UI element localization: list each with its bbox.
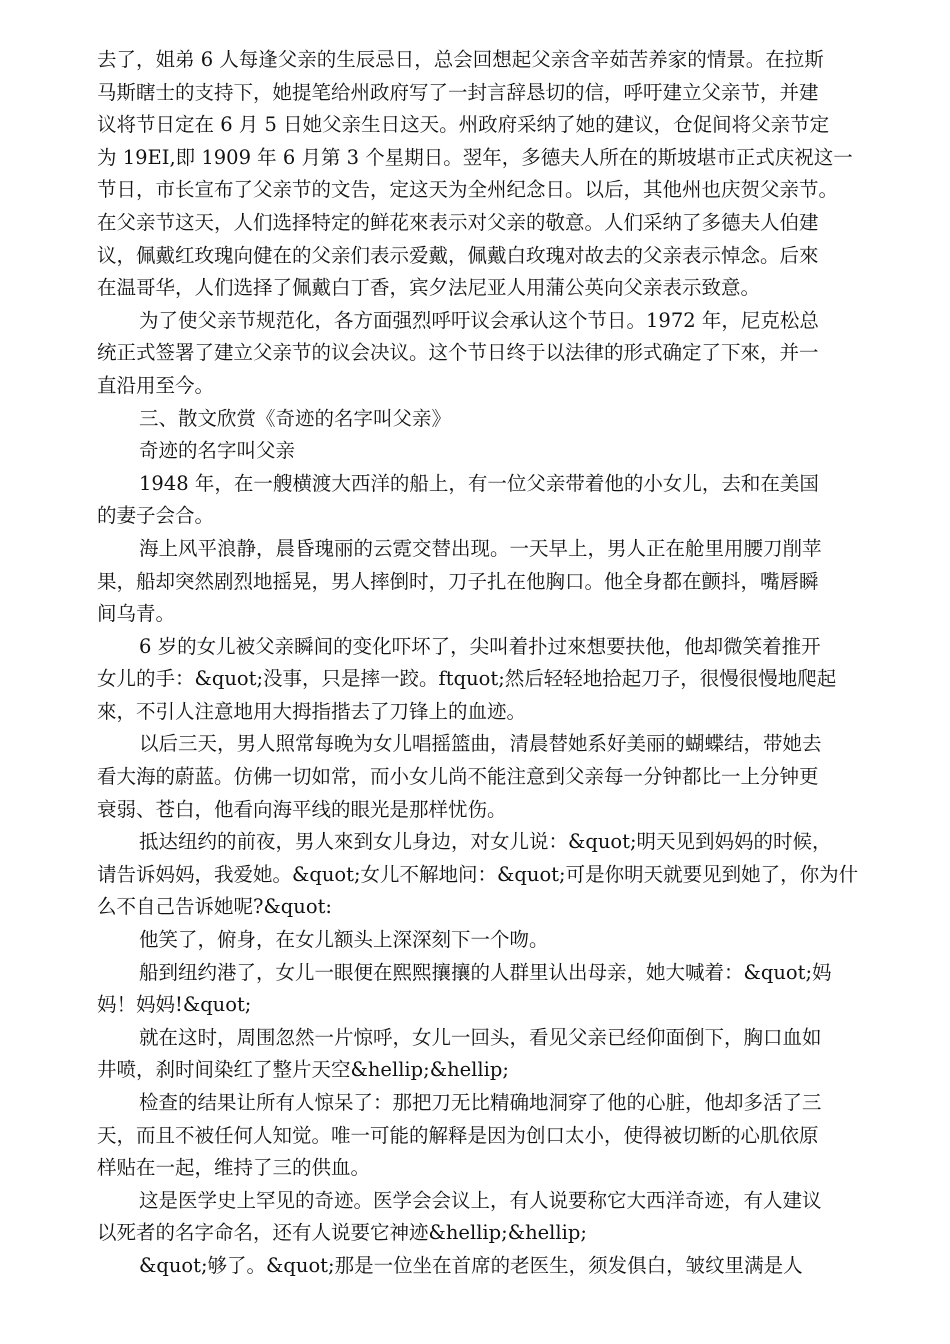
text-line: 女儿的手：&quot;没事，只是摔一跤。ftquot;然后轻轻地拾起刀子，很慢很慢地爬起 (97, 667, 837, 691)
text-line: &quot;够了。&quot;那是一位坐在首席的老医生，须发俱白，皱纹里满是人 (139, 1253, 803, 1277)
paragraph (97, 435, 857, 468)
text-line: 样贴在一起，维持了三的供血。 (97, 1156, 371, 1180)
text-line: 船到纽约港了，女儿一眼便在熙熙攘攘的人群里认出母亲，她大喊着：&quot;妈 (139, 960, 832, 984)
text-line: 节日，市长宣布了父亲节的文告，定这天为全州纪念日。以后，其他州也庆贺父亲节。 (97, 178, 839, 202)
text-line: 去了，姐弟 6 人每逢父亲的生辰忌日，总会回想起父亲含辛茹苦养家的情景。在拉斯 (97, 48, 824, 71)
text-line: 奇迹的名字叫父亲 (139, 439, 296, 463)
paragraph (97, 957, 857, 1022)
text-line: 1948 年，在一艘横渡大西洋的船上，有一位父亲带着他的小女儿，去和在美国 (139, 471, 819, 495)
text-line: 就在这时，周围忽然一片惊呼，女儿一回头，看见父亲已经仰面倒下，胸口血如 (139, 1025, 822, 1049)
paragraph (97, 826, 857, 924)
text-line: 么不自己告诉她呢?&quot: (97, 895, 332, 919)
paragraph (97, 403, 857, 436)
text-line: 统正式签署了建立父亲节的议会决议。这个节日终于以法律的形式确定了下來，并一 (97, 341, 819, 365)
text-line: 以死者的名字命名，还有人说要它神迹&hellip;&hellip; (97, 1221, 587, 1245)
text-line: 检查的结果让所有人惊呆了：那把刀无比精确地洞穿了他的心脏，他却多活了三 (139, 1091, 822, 1114)
document-body (97, 44, 857, 1283)
text-line: 直沿用至今。 (97, 373, 215, 397)
text-line: 抵达纽约的前夜，男人來到女儿身边，对女儿说：&quot;明天见到妈妈的时候， (139, 830, 832, 854)
text-line: 海上风平浪静，晨昏瑰丽的云霓交替出现。一天早上，男人正在舱里用腰刀削苹 (139, 536, 822, 560)
text-line: 为了使父亲节规范化，各方面强烈呼吁议会承认这个节日。1972 年，尼克松总 (139, 308, 819, 332)
paragraph (97, 44, 857, 305)
text-line: 在父亲节这天，人们选择特定的鲜花來表示对父亲的敬意。人们采纳了多德夫人伯建 (97, 210, 819, 234)
text-line: 马斯瞎士的支持下，她提笔给州政府写了一封言辞恳切的信，呼吁建立父亲节，并建 (97, 80, 819, 104)
paragraph (97, 533, 857, 631)
text-line: 來，不引人注意地用大拇指揩去了刀锋上的血迹。 (97, 699, 527, 723)
paragraph (97, 305, 857, 403)
paragraph (97, 924, 857, 957)
text-line: 衰弱、苍白，他看向海平线的眼光是那样忧伤。 (97, 797, 507, 821)
text-line: 议，佩戴红玫瑰向健在的父亲们表示爱戴，佩戴白玫瑰对故去的父亲表示悼念。后來 (97, 243, 819, 267)
text-line: 三、散文欣赏《奇迹的名字叫父亲》 (139, 406, 452, 430)
paragraph (97, 1250, 857, 1283)
text-line: 这是医学史上罕见的奇迹。医学会会议上，有人说要称它大西洋奇迹，有人建议 (139, 1188, 822, 1212)
paragraph (97, 631, 857, 729)
paragraph (97, 1087, 857, 1185)
text-line: 以后三天，男人照常每晚为女儿唱摇篮曲，清晨替她系好美丽的蝴蝶结，带她去 (139, 732, 822, 756)
text-line: 6 岁的女儿被父亲瞬间的变化吓坏了，尖叫着扑过來想要扶他，他却微笑着推开 (139, 634, 821, 658)
paragraph (97, 728, 857, 826)
text-line: 请告诉妈妈，我爱她。&quot;女儿不解地问：&quot;可是你明天就要见到她了，你为什 (97, 862, 859, 886)
text-line: 他笑了，俯身，在女儿额头上深深刻下一个吻。 (139, 928, 549, 952)
text-line: 在温哥华，人们选择了佩戴白丁香，宾夕法尼亚人用蒲公英向父亲表示致意。 (97, 276, 761, 300)
text-line: 间乌青。 (97, 602, 176, 626)
paragraph (97, 468, 857, 533)
text-line: 的妻子会合。 (97, 504, 215, 528)
paragraph (97, 1185, 857, 1250)
paragraph (97, 1022, 857, 1087)
text-line: 为 19EI,即 1909 年 6 月第 3 个星期日。翌年，多德夫人所在的斯坡堪市正式庆祝这一 (97, 145, 853, 169)
text-line: 井喷，刹时间染红了整片天空&hellip;&hellip; (97, 1058, 509, 1082)
text-line: 议将节日定在 6 月 5 日她父亲生日这天。州政府采纳了她的建议，仓促间将父亲节定 (97, 113, 830, 137)
text-line: 天，而且不被任何人知觉。唯一可能的解释是因为创口太小，使得被切断的心肌依原 (97, 1123, 819, 1147)
text-line: 看大海的蔚蓝。仿佛一切如常，而小女儿尚不能注意到父亲每一分钟都比一上分钟更 (97, 765, 819, 789)
text-line: 果，船却突然剧烈地摇晃，男人摔倒时，刀子扎在他胸口。他全身都在颤抖，嘴唇瞬 (97, 569, 819, 593)
text-line: 妈！妈妈!&quot; (97, 993, 252, 1017)
